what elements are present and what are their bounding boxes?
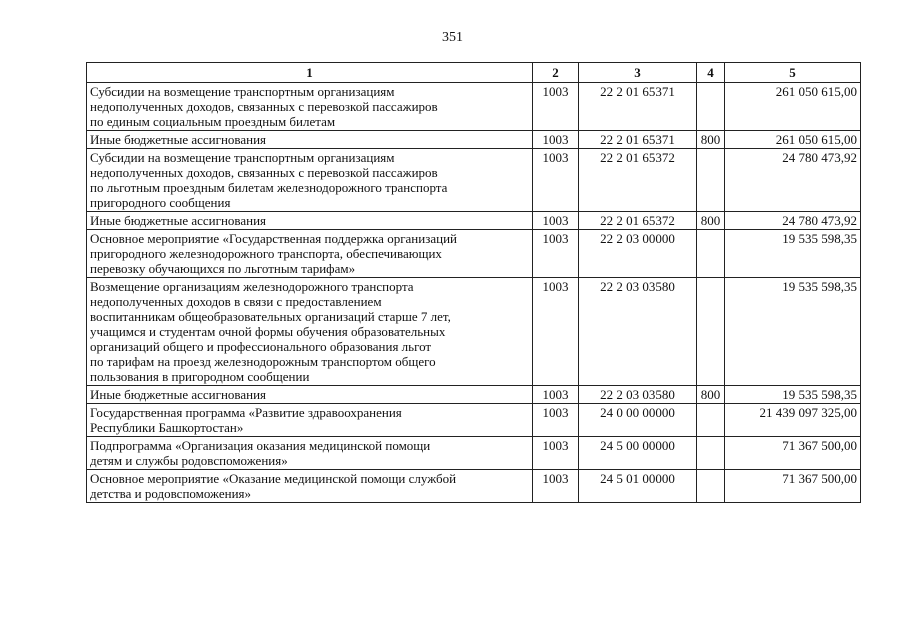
table-row (87, 386, 861, 404)
cell-section: 1003 (533, 404, 579, 437)
cell-name: Государственная программа «Развитие здравоохранения Республики Башкортостан» (87, 404, 533, 437)
cell-section: 1003 (533, 278, 579, 386)
cell-expense-type (697, 149, 725, 212)
page-number: 351 (442, 30, 463, 45)
cell-section: 1003 (533, 386, 579, 404)
table-row (87, 83, 861, 131)
cell-amount: 21 439 097 325,00 (725, 404, 861, 437)
table-row (87, 404, 861, 437)
table-row (87, 278, 861, 386)
cell-target-item: 22 2 03 03580 (579, 278, 697, 386)
cell-section: 1003 (533, 470, 579, 503)
table-row (87, 149, 861, 212)
cell-amount: 261 050 615,00 (725, 83, 861, 131)
cell-target-item: 22 2 03 03580 (579, 386, 697, 404)
cell-name: Возмещение организациям железнодорожного транспорта недополученных доходов в связи с предоставлением воспитанникам общеобразовательных организаций старше 7 лет, учащимся и студентам очной формы обучения образовательных организаций общего и профессионального образования льгот по тарифам на проезд железнодорожным транспортом общего пользования в пригородном сообщении (87, 278, 533, 386)
cell-target-item: 22 2 03 00000 (579, 230, 697, 278)
table-row (87, 230, 861, 278)
cell-target-item: 24 5 01 00000 (579, 470, 697, 503)
header-col-expense-type: 4 (697, 63, 725, 83)
cell-name: Субсидии на возмещение транспортным организациям недополученных доходов, связанных с перевозкой пассажиров по льготным проездным билетам железнодорожного транспорта пригородного сообщения (87, 149, 533, 212)
cell-target-item: 22 2 01 65371 (579, 131, 697, 149)
cell-expense-type (697, 437, 725, 470)
cell-expense-type (697, 83, 725, 131)
header-row (87, 63, 861, 83)
cell-section: 1003 (533, 230, 579, 278)
cell-name: Основное мероприятие «Государственная поддержка организаций пригородного железнодорожного транспорта, обеспечивающих перевозку обучающихся по льготным тарифам» (87, 230, 533, 278)
cell-name: Иные бюджетные ассигнования (87, 131, 533, 149)
table-row (87, 131, 861, 149)
cell-target-item: 22 2 01 65372 (579, 149, 697, 212)
cell-name: Иные бюджетные ассигнования (87, 212, 533, 230)
cell-expense-type (697, 230, 725, 278)
cell-target-item: 24 0 00 00000 (579, 404, 697, 437)
cell-amount: 19 535 598,35 (725, 278, 861, 386)
cell-target-item: 22 2 01 65371 (579, 83, 697, 131)
table-body (87, 83, 861, 503)
cell-amount: 261 050 615,00 (725, 131, 861, 149)
cell-section: 1003 (533, 131, 579, 149)
cell-amount: 24 780 473,92 (725, 149, 861, 212)
cell-section: 1003 (533, 83, 579, 131)
cell-name: Субсидии на возмещение транспортным организациям недополученных доходов, связанных с перевозкой пассажиров по единым социальным проездным билетам (87, 83, 533, 131)
cell-expense-type: 800 (697, 212, 725, 230)
cell-expense-type: 800 (697, 386, 725, 404)
cell-expense-type (697, 278, 725, 386)
cell-section: 1003 (533, 212, 579, 230)
cell-name: Иные бюджетные ассигнования (87, 386, 533, 404)
budget-table (86, 62, 861, 503)
table-row (87, 212, 861, 230)
header-col-name: 1 (87, 63, 533, 83)
cell-section: 1003 (533, 437, 579, 470)
cell-amount: 19 535 598,35 (725, 230, 861, 278)
cell-amount: 19 535 598,35 (725, 386, 861, 404)
header-col-target-item: 3 (579, 63, 697, 83)
cell-expense-type: 800 (697, 131, 725, 149)
cell-target-item: 22 2 01 65372 (579, 212, 697, 230)
table-row (87, 437, 861, 470)
cell-amount: 71 367 500,00 (725, 470, 861, 503)
cell-amount: 71 367 500,00 (725, 437, 861, 470)
table-row (87, 470, 861, 503)
cell-amount: 24 780 473,92 (725, 212, 861, 230)
cell-section: 1003 (533, 149, 579, 212)
cell-name: Подпрограмма «Организация оказания медицинской помощи детям и службы родовспоможения» (87, 437, 533, 470)
cell-expense-type (697, 470, 725, 503)
cell-target-item: 24 5 00 00000 (579, 437, 697, 470)
header-col-amount: 5 (725, 63, 861, 83)
cell-expense-type (697, 404, 725, 437)
cell-name: Основное мероприятие «Оказание медицинской помощи службой детства и родовспоможения» (87, 470, 533, 503)
header-col-section: 2 (533, 63, 579, 83)
